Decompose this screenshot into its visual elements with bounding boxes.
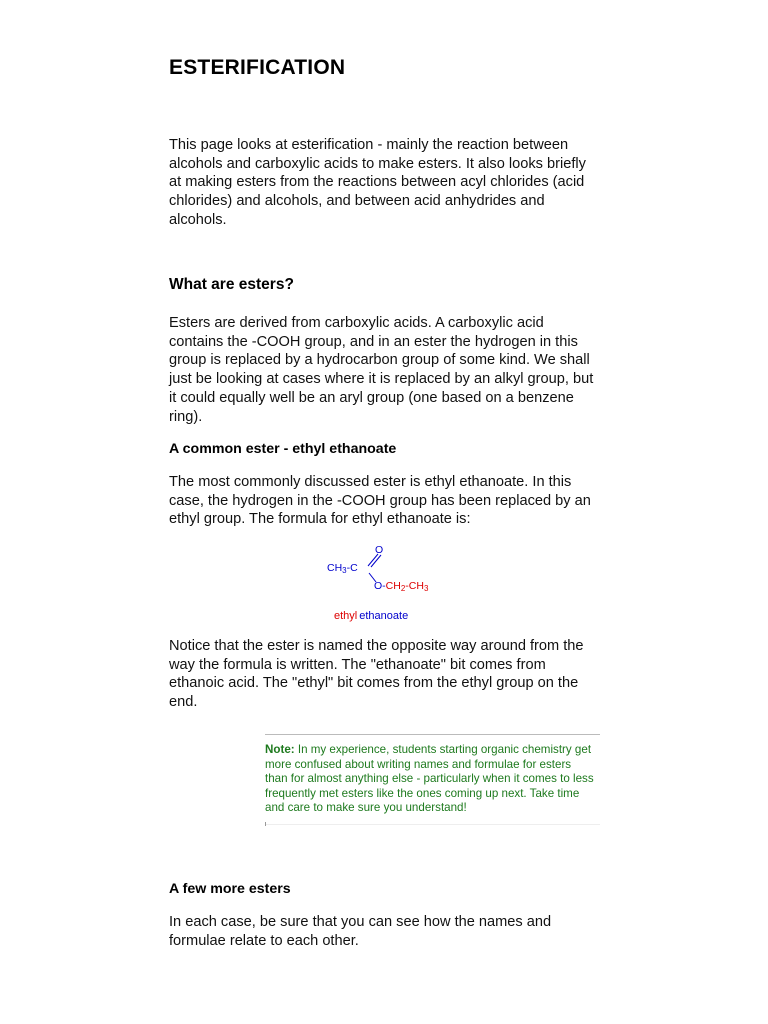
formula-ester-chain: O-CH2-CH3 [374,580,429,593]
note-text [265,743,595,816]
notice-paragraph: Notice that the ester is named the opposite way around from the way the formula is written. The "ethanoate" bit comes from ethanoic acid. The "ethyl" bit comes from the ethyl group on the end. [169,638,584,711]
note-box [265,734,600,825]
few-more-esters-heading: A few more esters [169,881,291,897]
note-divider-tick [265,822,266,826]
formula-diagram [324,540,464,630]
common-ester-paragraph: The most commonly discussed ester is ethyl ethanoate. In this case, the hydrogen in the -COOH group has been replaced by an ethyl group. The formula for ethyl ethanoate is: [169,474,591,528]
formula-name: ethyl ethanoate [334,610,409,622]
ethyl-ethanoate-formula [324,540,464,630]
formula-ch3: CH3-C [327,562,358,575]
formula-o-top: O [375,544,384,556]
few-more-esters-paragraph: In each case, be sure that you can see how the names and formulae relate to each other. [169,914,552,949]
note-label: Note: [265,743,295,756]
page-title: ESTERIFICATION [169,56,346,79]
note-body: In my experience, students starting organic chemistry get more confused about writing names and formulae for esters than for almost anything else - particularly when it comes to less frequently met esters like the ones coming up next. Take time and care to make sure you understand! [265,743,594,815]
what-are-esters-heading: What are esters? [169,276,294,293]
common-ester-heading: A common ester - ethyl ethanoate [169,441,397,457]
intro-paragraph: This page looks at esterification - mainly the reaction between alcohols and carboxylic acids to make esters. It also looks briefly at making esters from the reactions between acyl chlorides (acid chlorides) and alcohols, and between acid anhydrides and alcohols. [169,137,586,228]
what-are-esters-paragraph: Esters are derived from carboxylic acids. A carboxylic acid contains the -COOH group, and in an ester the hydrogen in this group is replaced by a hydrocarbon group of some kind. We shall just be looking at cases where it is replaced by an alkyl group, but it could equally well be an aryl group (one based on a benzene ring). [169,315,594,425]
